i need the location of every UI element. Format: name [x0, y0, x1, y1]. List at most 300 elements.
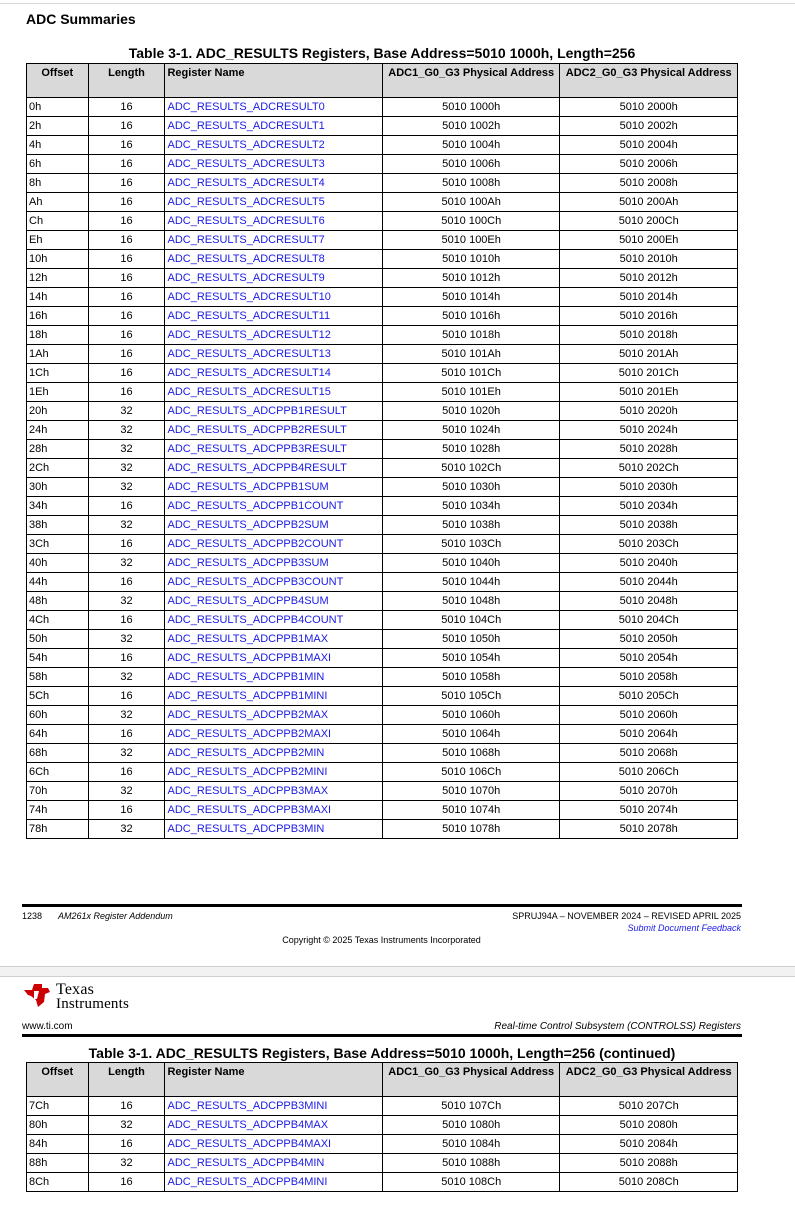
cell-adc2-address: 5010 2058h — [560, 668, 738, 687]
cell-register-name — [165, 155, 383, 174]
cell-register-name — [165, 820, 383, 839]
register-link[interactable]: ADC_RESULTS_ADCPPB2COUNT — [167, 538, 344, 550]
header-length: Length — [88, 1063, 165, 1097]
chapter-title: Real-time Control Subsystem (CONTROLSS) Registers — [494, 1021, 741, 1032]
table-row — [27, 554, 738, 573]
cell-length: 16 — [88, 535, 165, 554]
cell-register-name — [165, 440, 383, 459]
cell-adc1-address: 5010 1024h — [382, 421, 559, 440]
cell-adc1-address: 5010 1048h — [382, 592, 559, 611]
cell-adc2-address: 5010 2064h — [560, 725, 738, 744]
cell-adc2-address: 5010 2014h — [560, 288, 738, 307]
table-row — [27, 782, 738, 801]
cell-offset: 60h — [27, 706, 89, 725]
table-row — [27, 1173, 738, 1192]
cell-length: 16 — [88, 364, 165, 383]
cell-register-name — [165, 1097, 383, 1116]
table-row — [27, 706, 738, 725]
cell-offset: 38h — [27, 516, 89, 535]
header-adc1-address: ADC1_G0_G3 Physical Address — [382, 64, 559, 98]
header-register-name: Register Name — [165, 1063, 383, 1097]
register-link[interactable]: ADC_RESULTS_ADCPPB1COUNT — [167, 500, 344, 512]
cell-adc1-address: 5010 107Ch — [382, 1097, 559, 1116]
table-row — [27, 820, 738, 839]
cell-adc1-address: 5010 1058h — [382, 668, 559, 687]
cell-length: 16 — [88, 383, 165, 402]
register-link[interactable]: ADC_RESULTS_ADCRESULT2 — [167, 139, 325, 151]
ti-logo-icon — [22, 982, 52, 1008]
table-row — [27, 174, 738, 193]
cell-offset: 2Ch — [27, 459, 89, 478]
cell-adc2-address: 5010 2054h — [560, 649, 738, 668]
table-row — [27, 136, 738, 155]
cell-adc1-address: 5010 100Ah — [382, 193, 559, 212]
cell-adc2-address: 5010 2030h — [560, 478, 738, 497]
cell-offset: 78h — [27, 820, 89, 839]
cell-adc1-address: 5010 1084h — [382, 1135, 559, 1154]
cell-length: 16 — [88, 155, 165, 174]
website: www.ti.com — [22, 1021, 73, 1032]
cell-register-name — [165, 459, 383, 478]
register-link[interactable]: ADC_RESULTS_ADCRESULT8 — [167, 253, 325, 265]
cell-register-name — [165, 725, 383, 744]
table-row — [27, 573, 738, 592]
table-row — [27, 763, 738, 782]
cell-register-name — [165, 801, 383, 820]
cell-adc2-address: 5010 200Ch — [560, 212, 738, 231]
cell-length: 32 — [88, 402, 165, 421]
cell-offset: 48h — [27, 592, 89, 611]
cell-adc1-address: 5010 1010h — [382, 250, 559, 269]
cell-offset: 10h — [27, 250, 89, 269]
cell-length: 16 — [88, 1173, 165, 1192]
cell-offset: 20h — [27, 402, 89, 421]
register-link[interactable]: ADC_RESULTS_ADCPPB1SUM — [167, 481, 329, 493]
cell-register-name — [165, 364, 383, 383]
register-link[interactable]: ADC_RESULTS_ADCPPB4SUM — [167, 595, 329, 607]
cell-register-name — [165, 497, 383, 516]
cell-length: 16 — [88, 649, 165, 668]
table-row — [27, 649, 738, 668]
cell-adc2-address: 5010 2012h — [560, 269, 738, 288]
cell-adc2-address: 5010 2044h — [560, 573, 738, 592]
cell-length: 32 — [88, 459, 165, 478]
cell-adc1-address: 5010 106Ch — [382, 763, 559, 782]
table-caption: Table 3-1. ADC_RESULTS Registers, Base Address=5010 1000h, Length=256 — [128, 45, 636, 61]
register-link[interactable]: ADC_RESULTS_ADCRESULT5 — [167, 196, 325, 208]
cell-register-name — [165, 687, 383, 706]
register-link[interactable]: ADC_RESULTS_ADCPPB4MAXI — [167, 1138, 332, 1150]
table-row — [27, 288, 738, 307]
cell-adc1-address: 5010 101Ah — [382, 345, 559, 364]
register-link[interactable]: ADC_RESULTS_ADCPPB2SUM — [167, 519, 329, 531]
table-row — [27, 326, 738, 345]
cell-adc1-address: 5010 104Ch — [382, 611, 559, 630]
table-row — [27, 1135, 738, 1154]
table-row — [27, 497, 738, 516]
cell-offset: 68h — [27, 744, 89, 763]
cell-adc1-address: 5010 1054h — [382, 649, 559, 668]
cell-adc2-address: 5010 206Ch — [560, 763, 738, 782]
cell-adc2-address: 5010 2024h — [560, 421, 738, 440]
cell-offset: 74h — [27, 801, 89, 820]
table-row — [27, 744, 738, 763]
cell-offset: 3Ch — [27, 535, 89, 554]
cell-adc1-address: 5010 102Ch — [382, 459, 559, 478]
table-row — [27, 516, 738, 535]
register-link[interactable]: ADC_RESULTS_ADCRESULT3 — [167, 158, 325, 170]
cell-adc1-address: 5010 1034h — [382, 497, 559, 516]
cell-adc1-address: 5010 1080h — [382, 1116, 559, 1135]
cell-adc2-address: 5010 201Ah — [560, 345, 738, 364]
register-link[interactable]: ADC_RESULTS_ADCRESULT9 — [167, 272, 325, 284]
cell-length: 32 — [88, 1154, 165, 1173]
section-title: ADC Summaries — [26, 11, 136, 27]
table-row — [27, 801, 738, 820]
register-link[interactable]: ADC_RESULTS_ADCPPB1MAXI — [167, 652, 332, 664]
cell-length: 32 — [88, 592, 165, 611]
register-link[interactable]: ADC_RESULTS_ADCPPB3SUM — [167, 557, 329, 569]
register-link[interactable]: ADC_RESULTS_ADCPPB3COUNT — [167, 576, 344, 588]
register-link[interactable]: ADC_RESULTS_ADCPPB3MAX — [167, 785, 329, 797]
cell-register-name — [165, 269, 383, 288]
cell-adc2-address: 5010 2060h — [560, 706, 738, 725]
cell-length: 16 — [88, 725, 165, 744]
cell-offset: 64h — [27, 725, 89, 744]
register-link[interactable]: ADC_RESULTS_ADCPPB2MIN — [167, 747, 325, 759]
ti-logo — [22, 982, 129, 1012]
cell-adc1-address: 5010 1028h — [382, 440, 559, 459]
header-offset: Offset — [27, 64, 89, 98]
table-row — [27, 231, 738, 250]
cell-length: 16 — [88, 1097, 165, 1116]
register-link[interactable]: ADC_RESULTS_ADCPPB4RESULT — [167, 462, 347, 474]
cell-register-name — [165, 744, 383, 763]
cell-adc2-address: 5010 207Ch — [560, 1097, 738, 1116]
cell-length: 16 — [88, 497, 165, 516]
cell-length: 16 — [88, 326, 165, 345]
cell-adc2-address: 5010 2070h — [560, 782, 738, 801]
cell-register-name — [165, 611, 383, 630]
cell-register-name — [165, 630, 383, 649]
register-link[interactable]: ADC_RESULTS_ADCPPB1MAX — [167, 633, 329, 645]
cell-adc1-address: 5010 1004h — [382, 136, 559, 155]
cell-offset: 88h — [27, 1154, 89, 1173]
cell-register-name — [165, 98, 383, 117]
cell-adc1-address: 5010 1088h — [382, 1154, 559, 1173]
cell-offset: 40h — [27, 554, 89, 573]
register-link[interactable]: ADC_RESULTS_ADCPPB1MINI — [167, 690, 328, 702]
cell-register-name — [165, 706, 383, 725]
ti-wordmark: Texas Instruments — [56, 981, 130, 1012]
cell-register-name — [165, 326, 383, 345]
table-row — [27, 611, 738, 630]
cell-length: 16 — [88, 763, 165, 782]
cell-length: 32 — [88, 440, 165, 459]
page-number: 1238 — [22, 911, 43, 921]
register-table-body — [27, 98, 738, 839]
cell-adc1-address: 5010 101Ch — [382, 364, 559, 383]
register-link[interactable]: ADC_RESULTS_ADCPPB4COUNT — [167, 614, 344, 626]
cell-register-name — [165, 573, 383, 592]
cell-adc2-address: 5010 2080h — [560, 1116, 738, 1135]
cell-offset: 84h — [27, 1135, 89, 1154]
table-row — [27, 630, 738, 649]
cell-offset: 34h — [27, 497, 89, 516]
cell-length: 32 — [88, 820, 165, 839]
cell-offset: 6Ch — [27, 763, 89, 782]
cell-adc1-address: 5010 1000h — [382, 98, 559, 117]
cell-length: 32 — [88, 706, 165, 725]
cell-adc2-address: 5010 2020h — [560, 402, 738, 421]
cell-length: 16 — [88, 307, 165, 326]
cell-register-name — [165, 402, 383, 421]
register-link[interactable]: ADC_RESULTS_ADCRESULT4 — [167, 177, 325, 189]
cell-register-name — [165, 250, 383, 269]
cell-register-name — [165, 649, 383, 668]
cell-offset: 16h — [27, 307, 89, 326]
cell-register-name — [165, 345, 383, 364]
cell-adc2-address: 5010 2038h — [560, 516, 738, 535]
register-link[interactable]: ADC_RESULTS_ADCPPB2MINI — [167, 766, 328, 778]
cell-adc1-address: 5010 1074h — [382, 801, 559, 820]
register-link[interactable]: ADC_RESULTS_ADCPPB2MAX — [167, 709, 329, 721]
cell-register-name — [165, 1173, 383, 1192]
cell-adc1-address: 5010 1044h — [382, 573, 559, 592]
cell-length: 16 — [88, 1135, 165, 1154]
cell-offset: 28h — [27, 440, 89, 459]
table-header-row — [27, 64, 738, 98]
cell-register-name — [165, 1154, 383, 1173]
table-row — [27, 1154, 738, 1173]
cell-adc1-address: 5010 108Ch — [382, 1173, 559, 1192]
cell-adc2-address: 5010 2088h — [560, 1154, 738, 1173]
table-row — [27, 383, 738, 402]
cell-adc1-address: 5010 1060h — [382, 706, 559, 725]
cell-length: 32 — [88, 744, 165, 763]
copyright: Copyright © 2025 Texas Instruments Incorporated — [282, 935, 481, 945]
cell-adc1-address: 5010 1012h — [382, 269, 559, 288]
cell-register-name — [165, 136, 383, 155]
cell-offset: 54h — [27, 649, 89, 668]
cell-offset: 14h — [27, 288, 89, 307]
cell-adc2-address: 5010 2078h — [560, 820, 738, 839]
cell-length: 16 — [88, 117, 165, 136]
cell-register-name — [165, 592, 383, 611]
cell-length: 16 — [88, 98, 165, 117]
cell-length: 32 — [88, 668, 165, 687]
register-link[interactable]: ADC_RESULTS_ADCPPB4MINI — [167, 1176, 328, 1188]
cell-register-name — [165, 535, 383, 554]
cell-adc1-address: 5010 100Eh — [382, 231, 559, 250]
doc-id: SPRUJ94A – NOVEMBER 2024 – REVISED APRIL 2025 — [512, 911, 741, 921]
cell-adc1-address: 5010 100Ch — [382, 212, 559, 231]
cell-adc2-address: 5010 2074h — [560, 801, 738, 820]
cell-adc2-address: 5010 2000h — [560, 98, 738, 117]
cell-offset: 8Ch — [27, 1173, 89, 1192]
cell-length: 16 — [88, 687, 165, 706]
table-row — [27, 345, 738, 364]
cell-adc1-address: 5010 1002h — [382, 117, 559, 136]
cell-offset: 70h — [27, 782, 89, 801]
cell-length: 32 — [88, 630, 165, 649]
register-table-continued — [26, 1062, 738, 1192]
table-row — [27, 269, 738, 288]
cell-length: 16 — [88, 193, 165, 212]
cell-length: 16 — [88, 573, 165, 592]
register-link[interactable]: ADC_RESULTS_ADCRESULT0 — [167, 101, 325, 113]
cell-offset: 18h — [27, 326, 89, 345]
page-separator — [0, 966, 795, 977]
cell-adc1-address: 5010 1014h — [382, 288, 559, 307]
cell-adc2-address: 5010 200Ah — [560, 193, 738, 212]
table-row — [27, 459, 738, 478]
cell-adc2-address: 5010 203Ch — [560, 535, 738, 554]
cell-adc1-address: 5010 1070h — [382, 782, 559, 801]
table-row — [27, 212, 738, 231]
table-row — [27, 668, 738, 687]
cell-offset: 7Ch — [27, 1097, 89, 1116]
cell-adc2-address: 5010 202Ch — [560, 459, 738, 478]
cell-offset: 50h — [27, 630, 89, 649]
footer-rule — [22, 904, 742, 907]
cell-register-name — [165, 516, 383, 535]
cell-length: 32 — [88, 782, 165, 801]
table-row — [27, 687, 738, 706]
cell-register-name — [165, 763, 383, 782]
cell-length: 16 — [88, 288, 165, 307]
submit-feedback-link[interactable]: Submit Document Feedback — [627, 923, 741, 933]
cell-offset: 4h — [27, 136, 89, 155]
cell-adc2-address: 5010 201Ch — [560, 364, 738, 383]
cell-length: 16 — [88, 136, 165, 155]
register-link[interactable]: ADC_RESULTS_ADCRESULT13 — [167, 348, 331, 360]
cell-adc2-address: 5010 2084h — [560, 1135, 738, 1154]
cell-offset: Ch — [27, 212, 89, 231]
cell-register-name — [165, 1135, 383, 1154]
cell-register-name — [165, 421, 383, 440]
cell-register-name — [165, 478, 383, 497]
cell-register-name — [165, 212, 383, 231]
cell-adc2-address: 5010 2004h — [560, 136, 738, 155]
cell-adc1-address: 5010 101Eh — [382, 383, 559, 402]
register-link[interactable]: ADC_RESULTS_ADCPPB1RESULT — [167, 405, 347, 417]
cell-adc1-address: 5010 103Ch — [382, 535, 559, 554]
header-adc1-address: ADC1_G0_G3 Physical Address — [382, 1063, 559, 1097]
cell-register-name — [165, 554, 383, 573]
header-offset: Offset — [27, 1063, 89, 1097]
register-link[interactable]: ADC_RESULTS_ADCRESULT11 — [167, 310, 331, 322]
cell-adc2-address: 5010 208Ch — [560, 1173, 738, 1192]
cell-length: 16 — [88, 269, 165, 288]
table-row — [27, 1097, 738, 1116]
cell-offset: 6h — [27, 155, 89, 174]
register-link[interactable]: ADC_RESULTS_ADCRESULT12 — [167, 329, 331, 341]
cell-offset: 58h — [27, 668, 89, 687]
table-row — [27, 440, 738, 459]
cell-adc2-address: 5010 2034h — [560, 497, 738, 516]
header-adc2-address: ADC2_G0_G3 Physical Address — [560, 1063, 738, 1097]
cell-offset: 0h — [27, 98, 89, 117]
register-link[interactable]: ADC_RESULTS_ADCRESULT7 — [167, 234, 325, 246]
cell-register-name — [165, 288, 383, 307]
register-link[interactable]: ADC_RESULTS_ADCRESULT14 — [167, 367, 331, 379]
cell-length: 16 — [88, 212, 165, 231]
cell-adc1-address: 5010 1040h — [382, 554, 559, 573]
register-link[interactable]: ADC_RESULTS_ADCRESULT1 — [167, 120, 325, 132]
cell-adc2-address: 5010 2018h — [560, 326, 738, 345]
cell-length: 32 — [88, 421, 165, 440]
cell-adc1-address: 5010 1020h — [382, 402, 559, 421]
cell-adc2-address: 5010 2016h — [560, 307, 738, 326]
cell-offset: Ah — [27, 193, 89, 212]
table-row — [27, 421, 738, 440]
register-link[interactable]: ADC_RESULTS_ADCPPB2RESULT — [167, 424, 347, 436]
cell-adc2-address: 5010 200Eh — [560, 231, 738, 250]
register-link[interactable]: ADC_RESULTS_ADCRESULT15 — [167, 386, 331, 398]
register-link[interactable]: ADC_RESULTS_ADCPPB2MAXI — [167, 728, 332, 740]
cell-length: 32 — [88, 554, 165, 573]
table-row — [27, 592, 738, 611]
register-link[interactable]: ADC_RESULTS_ADCPPB3MIN — [167, 823, 325, 835]
cell-adc2-address: 5010 2008h — [560, 174, 738, 193]
table-row — [27, 155, 738, 174]
cell-length: 32 — [88, 1116, 165, 1135]
cell-register-name — [165, 668, 383, 687]
table-row — [27, 1116, 738, 1135]
table-row — [27, 117, 738, 136]
cell-adc1-address: 5010 1008h — [382, 174, 559, 193]
cell-adc1-address: 5010 1038h — [382, 516, 559, 535]
cell-offset: 1Eh — [27, 383, 89, 402]
register-link[interactable]: ADC_RESULTS_ADCRESULT6 — [167, 215, 325, 227]
cell-offset: 30h — [27, 478, 89, 497]
cell-adc1-address: 5010 1016h — [382, 307, 559, 326]
register-link[interactable]: ADC_RESULTS_ADCPPB3MINI — [167, 1100, 328, 1112]
table-row — [27, 364, 738, 383]
cell-adc1-address: 5010 1050h — [382, 630, 559, 649]
register-table-body — [27, 1097, 738, 1192]
cell-adc2-address: 5010 2040h — [560, 554, 738, 573]
cell-length: 16 — [88, 801, 165, 820]
register-link[interactable]: ADC_RESULTS_ADCPPB3MAXI — [167, 804, 332, 816]
header-adc2-address: ADC2_G0_G3 Physical Address — [560, 64, 738, 98]
register-link[interactable]: ADC_RESULTS_ADCPPB3RESULT — [167, 443, 347, 455]
register-link[interactable]: ADC_RESULTS_ADCPPB4MAX — [167, 1119, 329, 1131]
cell-offset: 1Ah — [27, 345, 89, 364]
header-length: Length — [88, 64, 165, 98]
cell-offset: 4Ch — [27, 611, 89, 630]
table-caption-continued: Table 3-1. ADC_RESULTS Registers, Base Address=5010 1000h, Length=256 (continued) — [88, 1045, 676, 1061]
cell-offset: 8h — [27, 174, 89, 193]
cell-register-name — [165, 117, 383, 136]
cell-offset: 1Ch — [27, 364, 89, 383]
cell-length: 16 — [88, 611, 165, 630]
cell-register-name — [165, 782, 383, 801]
cell-length: 16 — [88, 250, 165, 269]
cell-adc2-address: 5010 2050h — [560, 630, 738, 649]
cell-adc2-address: 5010 2006h — [560, 155, 738, 174]
cell-length: 16 — [88, 345, 165, 364]
register-link[interactable]: ADC_RESULTS_ADCRESULT10 — [167, 291, 331, 303]
table-row — [27, 250, 738, 269]
doc-title: AM261x Register Addendum — [58, 911, 173, 921]
cell-offset: 24h — [27, 421, 89, 440]
register-link[interactable]: ADC_RESULTS_ADCPPB1MIN — [167, 671, 325, 683]
table-header-row — [27, 1063, 738, 1097]
register-link[interactable]: ADC_RESULTS_ADCPPB4MIN — [167, 1157, 325, 1169]
cell-adc2-address: 5010 2048h — [560, 592, 738, 611]
